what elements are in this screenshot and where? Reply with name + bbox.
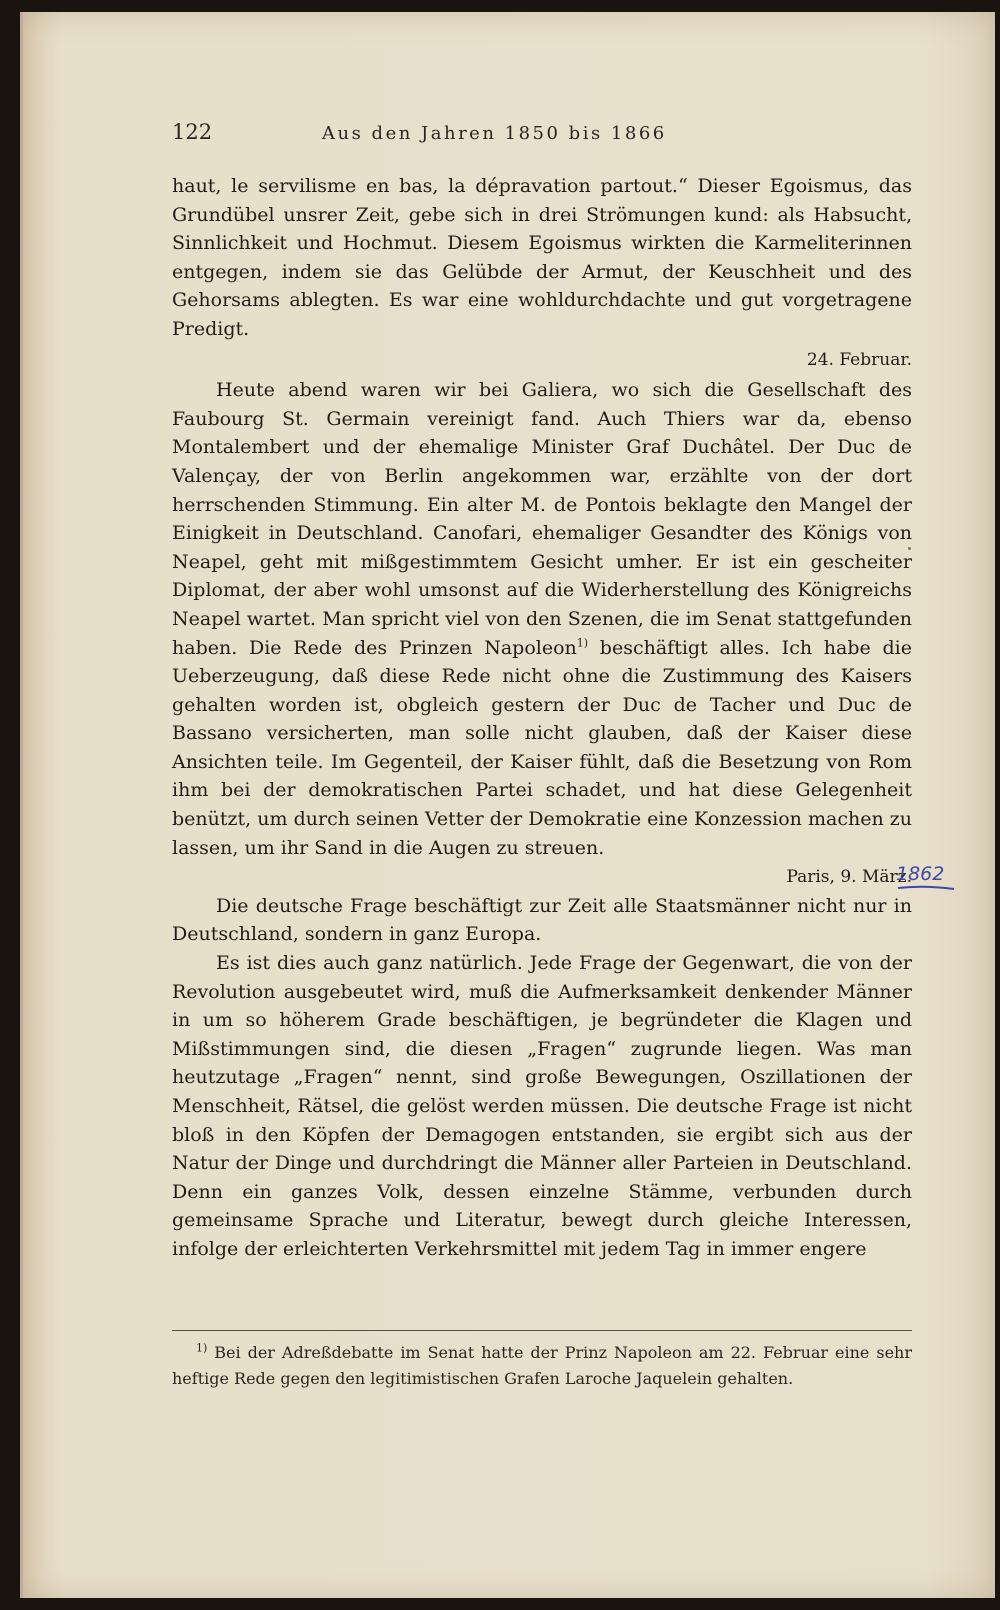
dateline: Paris, 9. März. — [786, 867, 912, 888]
handwritten-annotation — [894, 858, 958, 898]
dateline: 24. Februar. — [806, 349, 912, 370]
footnote-text: Bei der Adreßdebatte im Senat hatte der Prinz Napoleon am 22. Februar eine sehr heftige Rede gegen den legitimistischen Grafen Laroche Jaquelein gehalten. — [172, 1343, 912, 1388]
footnote — [172, 1340, 912, 1392]
page-number: 122 — [172, 120, 213, 144]
paragraph: Die deutsche Frage beschäftigt zur Zeit alle Staatsmänner nicht nur in Deutschland, sondern in ganz Europa. — [172, 894, 912, 946]
footnote-divider — [172, 1330, 912, 1331]
main-text — [172, 172, 945, 1264]
paragraph-text: beschäftigt alles. Ich habe die Ueberzeugung, daß diese Rede nicht ohne die Zustimmung des Kaisers gehalten worden ist, obgleich gestern der Duc de Tacher und Duc de Bassano versicherten, man solle nicht glauben, daß der Kaiser diese Ansichten teile. Im Gegenteil, der Kaiser fühlt, daß die Besetzung von Rom ihm bei der demokratischen Partei schadet, und hat diese Gelegenheit benützt, um durch seinen Vetter der Demokratie eine Konzession machen zu lassen, um ihr Sand in die Augen zu streuen. — [172, 636, 912, 859]
paragraph — [172, 376, 912, 862]
dateline-with-annotation — [172, 862, 945, 892]
handwritten-underline — [898, 887, 954, 889]
footnote-reference[interactable]: 1) — [576, 636, 589, 650]
paragraph-text: Heute abend waren wir bei Galiera, wo sich die Gesellschaft des Faubourg St. Germain vereinigt fand. Auch Thiers war da, ebenso Montalembert und der ehemalige Minister Graf Duchâtel. Der Duc de Valençay, der von Berlin angekommen war, erzählte von der dort herrschenden Stimmung. Ein alter M. de Pontois beklagte den Mangel der Einigkeit in Deutschland. Canofari, ehemaliger Gesandter des Königs von Neapel, geht mit mißgestimmtem Gesicht umher. Er ist ein gescheiter Diplomat, der aber wohl umsonst auf die Widerherstellung des Königreichs Neapel wartet. Man spricht viel von den Szenen, die im Senat stattgefunden haben. Die Rede des Prinzen Napoleon — [172, 379, 912, 659]
paragraph: haut, le servilisme en bas, la dépravation partout.“ Dieser Egoismus, das Grundübel unsrer Zeit, gebe sich in drei Strömungen kund: als Habsucht, Sinnlichkeit und Hochmut. Diesem Egoismus wirkten die Karmeliterinnen entgegen, indem sie das Gelübde der Armut, der Keuschheit und des Gehorsams ablegten. Es war eine wohldurchdachte und gut vorgetragene Predigt. — [172, 175, 912, 340]
handwritten-year: 1862 — [896, 863, 945, 886]
footnote-marker: 1) — [196, 1341, 208, 1355]
paragraph: Es ist dies auch ganz natürlich. Jede Frage der Gegenwart, die von der Revolution ausgebeutet wird, muß die Aufmerksamkeit denkender Männer in um so höherem Grade beschäftigen, je begründeter die Klagen und Mißstimmungen sind, die diesen „Fragen“ zugrunde liegen. Was man heutzutage „Fragen“ nennt, sind große Bewegungen, Oszillationen der Menschheit, Rätsel, die gelöst werden müssen. Die deutsche Frage ist nicht bloß in den Köpfen der Demagogen entstanden, sie ergibt sich aus der Natur der Dinge und durchdringt die Männer aller Parteien in Deutschland. Denn ein ganzes Volk, dessen einzelne Stämme, verbunden durch gemeinsame Sprache und Literatur, bewegt durch gleiche Interessen, infolge der erleichterten Verkehrsmittel mit jedem Tag in immer engere — [172, 952, 912, 1260]
running-title: Aus den Jahren 1850 bis 1866 — [322, 123, 667, 144]
page-header — [172, 120, 912, 156]
